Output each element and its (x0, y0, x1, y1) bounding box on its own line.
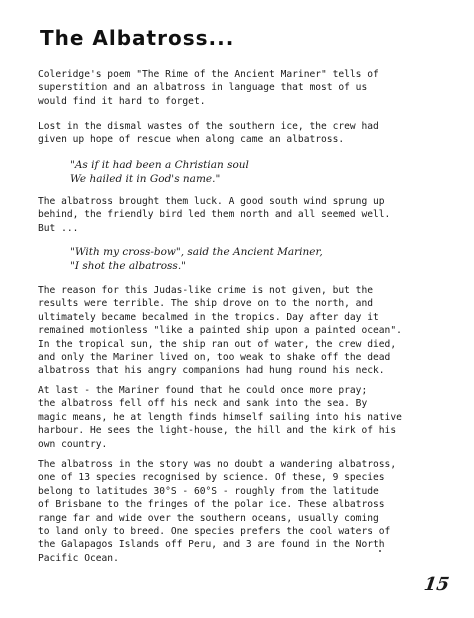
paragraph-luck: The albatross brought them luck. A good south wind sprung up behind, the friendly bird led them north and all seemed well. But ... (38, 196, 391, 234)
quote-christian-soul: "As if it had been a Christian soul We hailed it in God's name." (70, 159, 249, 185)
page-title: The Albatross... (40, 26, 235, 50)
page-number: 15 (422, 574, 451, 595)
paragraph-lost: Lost in the dismal wastes of the southern ice, the crew had given up hope of rescue when along came an albatross. (38, 121, 379, 146)
paragraph-at-last: At last - the Mariner found that he could once more pray; the albatross fell off his neck and sank into the sea. By magic means, he at length finds himself sailing into his native harbour. He sees the light-house, the hill and the kirk of his own country. (38, 385, 402, 450)
paragraph-species: The albatross in the story was no doubt a wandering albatross, one of 13 species recognised by science. Of these, 9 species belong to latitudes 30°S - 60°S - roughly from the latitude of Brisbane to the fringes of the polar ice. These albatross range far and wide over the southern oceans, usually coming to land only to breed. One species prefers the cool waters of the Galapagos Islands off Peru, and 3 are found in the North Pacific Ocean. (38, 459, 397, 564)
quote-cross-bow: "With my cross-bow", said the Ancient Mariner, "I shot the albatross." (70, 246, 323, 272)
paragraph-intro: Coleridge's poem "The Rime of the Ancient Mariner" tells of superstition and an albatross in language that most of us would find it hard to forget. (38, 69, 379, 107)
ink-speck (379, 550, 381, 552)
paragraph-crime: The reason for this Judas-like crime is not given, but the results were terrible. The ship drove on to the north, and ultimately became becalmed in the tropics. Day after day it remained motionless "like a painted ship upon a painted ocean". In the tropical sun, the ship ran out of water, the crew died, and only the Mariner lived on, too weak to shake off the dead albatross that his angry companions had hung round his neck. (38, 285, 402, 377)
